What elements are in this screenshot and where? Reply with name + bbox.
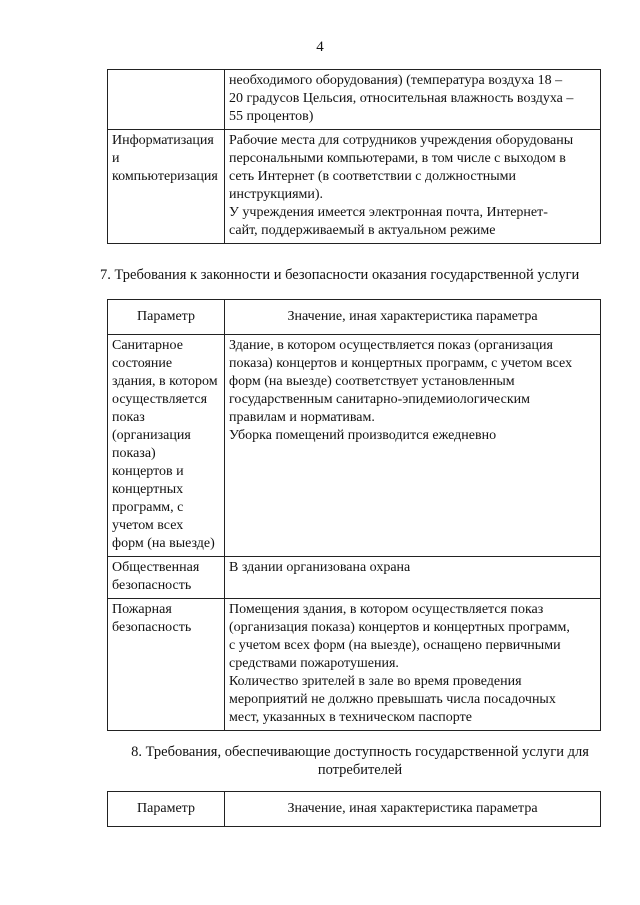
cell-line: форм (на выезде): [112, 536, 215, 551]
cell-line: показ: [112, 410, 145, 425]
header-param: Параметр: [108, 792, 225, 827]
section-8-heading: [100, 743, 620, 779]
cell-line: состояние: [112, 356, 173, 371]
cell-line: 20 градусов Цельсия, относительная влажность воздуха –: [229, 91, 574, 106]
cell-line: с учетом всех форм (на выезде), оснащено первичными: [229, 638, 561, 653]
param-cell: [108, 70, 225, 130]
cell-line: показа) концертов и концертных программ, с учетом всех: [229, 356, 573, 371]
cell-line: мест, указанных в техническом паспорте: [229, 710, 472, 725]
cell-line: инструкциями).: [229, 187, 324, 202]
value-cell: [225, 130, 601, 244]
cell-line: концертных: [112, 482, 184, 497]
cell-line: мероприятий не должно превышать числа посадочных: [229, 692, 556, 707]
cell-line: Уборка помещений производится ежедневно: [229, 428, 497, 443]
table-header-row: [108, 300, 601, 335]
value-cell: [225, 335, 601, 557]
table-row: [108, 335, 601, 557]
param-cell: [108, 557, 225, 599]
cell-line: форм (на выезде) соответствует установленным: [229, 374, 515, 389]
cell-line: Пожарная: [112, 602, 172, 617]
value-cell: [225, 557, 601, 599]
section-8-heading-line: 8. Требования, обеспечивающие доступность государственной услуги для: [131, 744, 589, 760]
cell-line: Помещения здания, в котором осуществляется показ: [229, 602, 544, 617]
cell-line: осуществляется: [112, 392, 208, 407]
table-body: [108, 335, 601, 731]
cell-line: 55 процентов): [229, 109, 314, 124]
section-7-heading: 7. Требования к законности и безопасности оказания государственной услуги: [100, 267, 580, 283]
cell-line: Количество зрителей в зале во время проведения: [229, 674, 522, 689]
cell-line: учетом всех: [112, 518, 184, 533]
header-param: Параметр: [108, 300, 225, 335]
cell-line: безопасность: [112, 578, 192, 593]
cell-line: В здании организована охрана: [229, 560, 411, 575]
cell-line: программ, с: [112, 500, 184, 515]
table-row: [108, 130, 601, 244]
cell-line: безопасность: [112, 620, 192, 635]
table-continuation: [107, 69, 601, 244]
table-row: [108, 599, 601, 731]
page-number: 4: [316, 39, 324, 55]
cell-line: Общественная: [112, 560, 200, 575]
cell-line: Информатизация: [112, 133, 214, 148]
cell-line: показа): [112, 446, 156, 461]
cell-line: (организация показа) концертов и концертных программ,: [229, 620, 570, 635]
cell-line: концертов и: [112, 464, 184, 479]
section-8-heading-line: потребителей: [317, 762, 403, 778]
table-accessibility: [107, 791, 601, 827]
cell-line: и: [112, 151, 120, 166]
cell-line: персональными компьютерами, в том числе с выходом в: [229, 151, 566, 166]
table-body: [108, 70, 601, 244]
param-cell: [108, 335, 225, 557]
cell-line: сеть Интернет (в соответствии с должностными: [229, 169, 516, 184]
table-row: [108, 557, 601, 599]
cell-line: компьютеризация: [112, 169, 218, 184]
cell-line: государственным санитарно-эпидемиологическим: [229, 392, 530, 407]
cell-line: Здание, в котором осуществляется показ (организация: [229, 338, 553, 353]
cell-line: необходимого оборудования) (температура воздуха 18 –: [229, 73, 563, 88]
cell-line: здания, в котором: [112, 374, 218, 389]
header-value: Значение, иная характеристика параметра: [225, 300, 601, 335]
header-value: Значение, иная характеристика параметра: [225, 792, 601, 827]
param-cell: [108, 599, 225, 731]
table-header-row: [108, 792, 601, 827]
table-legality-safety: [107, 299, 601, 731]
cell-line: У учреждения имеется электронная почта, Интернет-: [229, 205, 548, 220]
cell-line: средствами пожаротушения.: [229, 656, 399, 671]
cell-line: сайт, поддерживаемый в актуальном режиме: [229, 223, 496, 238]
param-cell: [108, 130, 225, 244]
cell-line: правилам и нормативам.: [229, 410, 375, 425]
table-row: [108, 70, 601, 130]
value-cell: [225, 599, 601, 731]
cell-line: Рабочие места для сотрудников учреждения оборудованы: [229, 133, 574, 148]
value-cell: [225, 70, 601, 130]
cell-line: Санитарное: [112, 338, 183, 353]
cell-line: (организация: [112, 428, 191, 443]
